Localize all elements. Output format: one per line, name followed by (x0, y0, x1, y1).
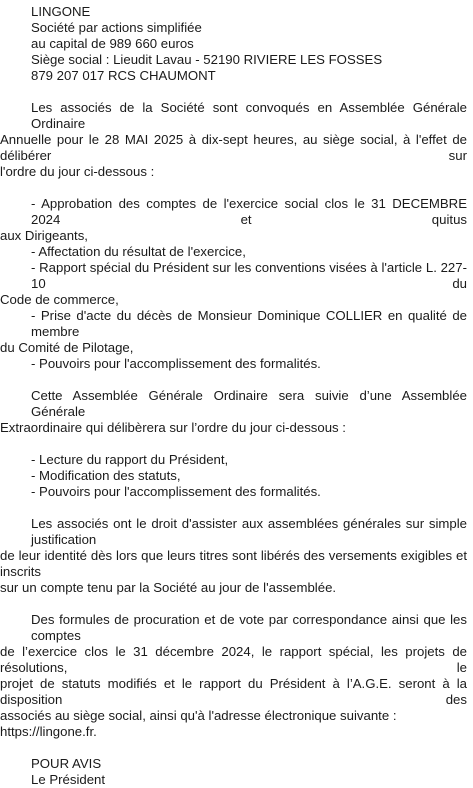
extraordinary-intro-line-2: Extraordinaire qui délibèrera sur l’ordre du jour ci-dessous : (0, 420, 346, 435)
documents-line-3: projet de statuts modifiés et le rapport du Président à l’A.G.E. seront à la disposition des (0, 676, 467, 707)
rights-line-1: Les associés ont le droit d'assister aux assemblées générales sur simple justification (31, 516, 467, 547)
extraordinary-agenda-item-3: - Pouvoirs pour l'accomplissement des formalités. (31, 484, 321, 499)
documents-line-4: associés au siège social, ainsi qu'à l'adresse électronique suivante : https://lingone.fr. (0, 708, 397, 739)
ordinary-agenda-item-3-cont: Code de commerce, (0, 292, 119, 307)
company-capital: au capital de 989 660 euros (31, 36, 194, 51)
extraordinary-agenda-item-1: - Lecture du rapport du Président, (31, 452, 229, 467)
extraordinary-agenda-list (31, 452, 467, 500)
documents-availability-paragraph (0, 612, 467, 740)
company-legal-form: Société par actions simplifiée (31, 20, 202, 35)
extraordinary-agenda-item-2: - Modification des statuts, (31, 468, 181, 483)
ordinary-agenda-item-4: - Prise d'acte du décès de Monsieur Dominique COLLIER en qualité de membre (31, 308, 467, 339)
ordinary-agenda-item-5: - Pouvoirs pour l'accomplissement des formalités. (31, 356, 321, 371)
shareholder-rights-paragraph (0, 516, 467, 596)
ordinary-agenda-item-4-cont: du Comité de Pilotage, (0, 340, 134, 355)
ordinary-agenda-list (0, 196, 467, 372)
rights-line-2: de leur identité dès lors que leurs titres sont libérés des versements exigibles et inscrits (0, 548, 467, 579)
signature-block (31, 756, 467, 788)
documents-line-2: de l’exercice clos le 31 décembre 2024, le rapport spécial, les projets de résolutions, le (0, 644, 467, 675)
convocation-line-2: Annuelle pour le 28 MAI 2025 à dix-sept heures, au siège social, à l'effet de délibérer sur (0, 132, 467, 163)
extraordinary-intro-paragraph (0, 388, 467, 436)
documents-line-1: Des formules de procuration et de vote par correspondance ainsi que les comptes (31, 612, 467, 643)
rights-line-3: sur un compte tenu par la Société au jour de l'assemblée. (0, 580, 337, 595)
company-rcs-number: 879 207 017 RCS CHAUMONT (31, 68, 216, 83)
signature-pour-avis: POUR AVIS (31, 756, 102, 771)
company-header (31, 4, 467, 84)
ordinary-agenda-item-2: - Affectation du résultat de l'exercice, (31, 244, 246, 259)
signature-president: Le Président (31, 772, 106, 787)
extraordinary-intro-line-1: Cette Assemblée Générale Ordinaire sera suivie d’une Assemblée Générale (31, 388, 467, 419)
company-name: LINGONE (31, 4, 91, 19)
ordinary-agenda-item-3: - Rapport spécial du Président sur les conventions visées à l'article L. 227-10 du (31, 260, 467, 291)
ordinary-agenda-item-1: - Approbation des comptes de l'exercice social clos le 31 DECEMBRE 2024 et quitus (31, 196, 467, 227)
convocation-line-3: l'ordre du jour ci-dessous : (0, 164, 155, 179)
convocation-line-1: Les associés de la Société sont convoqués en Assemblée Générale Ordinaire (31, 100, 467, 131)
company-registered-office: Siège social : Lieudit Lavau - 52190 RIVIERE LES FOSSES (31, 52, 383, 67)
convocation-paragraph (0, 100, 467, 180)
ordinary-agenda-item-1-cont: aux Dirigeants, (0, 228, 88, 243)
